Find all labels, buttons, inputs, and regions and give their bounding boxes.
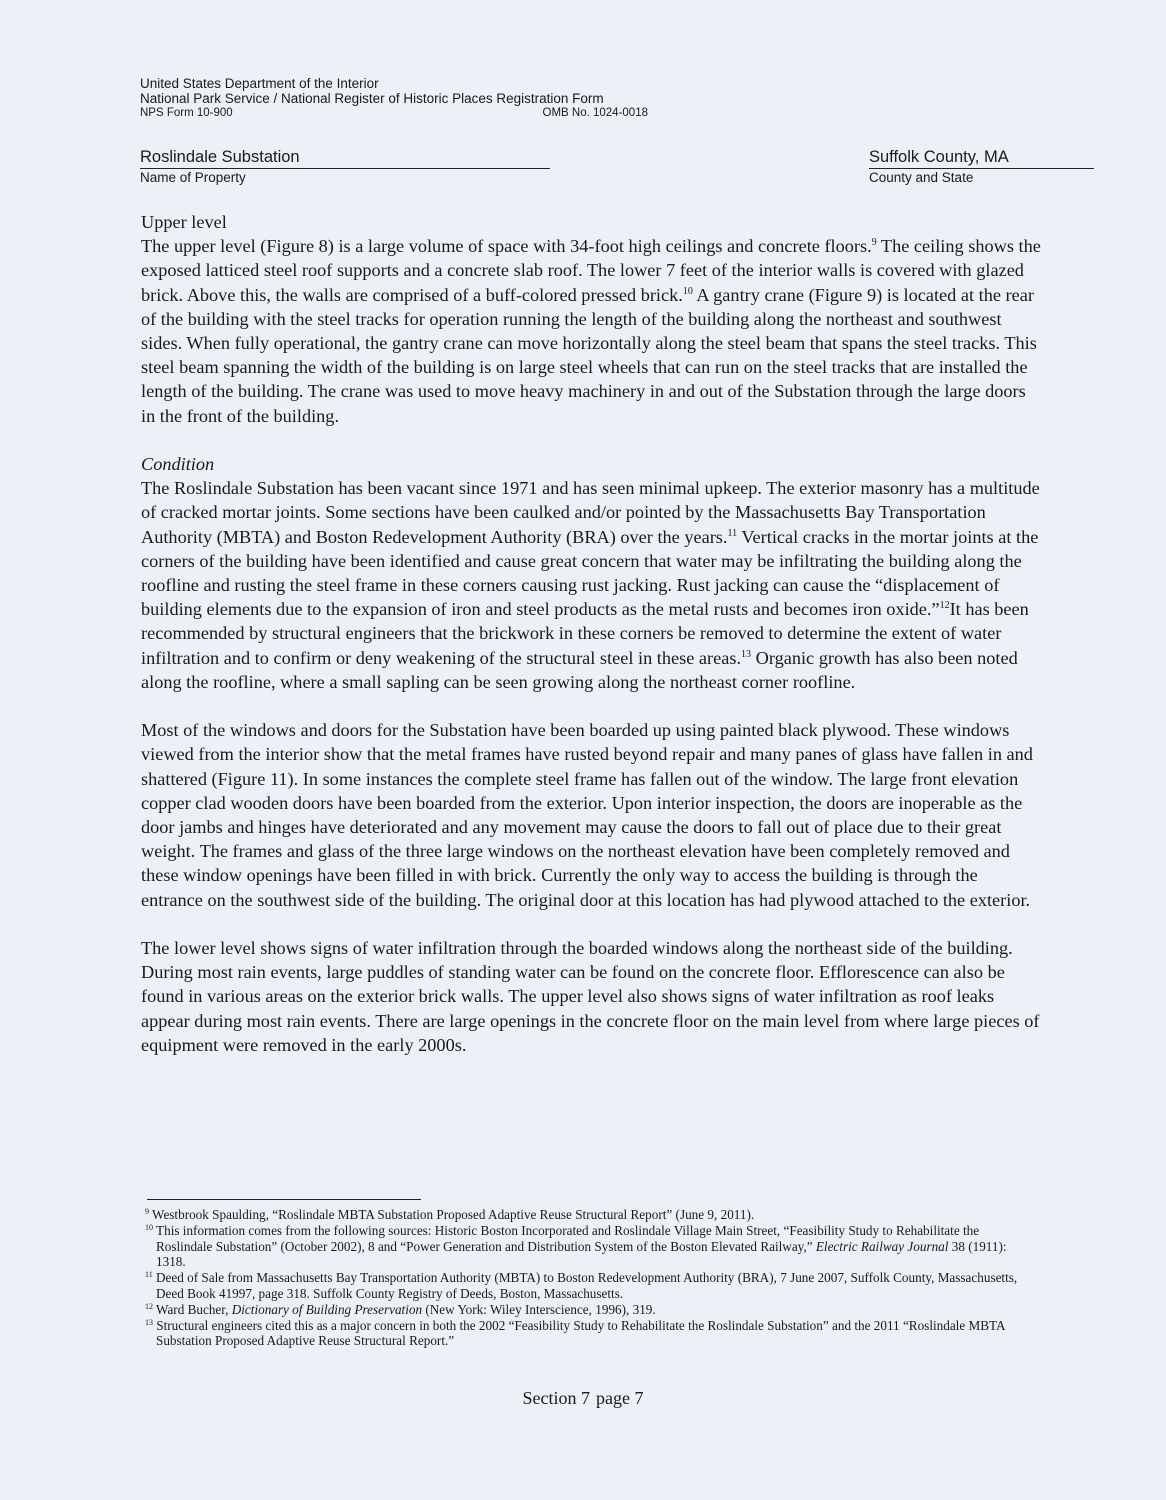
- paragraph-gap: [141, 428, 1041, 452]
- footnote-text: Westbrook Spaulding, “Roslindale MBTA Substation Proposed Adaptive Reuse Structural Report” (June 9, 2011).: [149, 1207, 755, 1222]
- county-state-field: [869, 148, 1094, 186]
- book-title: Dictionary of Building Preservation: [231, 1301, 423, 1317]
- footnote-ref: 13: [741, 648, 752, 660]
- footnote-divider: [147, 1199, 421, 1200]
- footnote-number: 10: [145, 1222, 153, 1232]
- nps-form-number: NPS Form 10-900: [140, 107, 233, 119]
- windows-doors-paragraph: Most of the windows and doors for the Substation have been boarded up using painted black plywood. These windows viewed from the interior show that the metal frames have rusted beyond repair and many panes of glass have fallen in and shattered (Figure 11). In some instances the complete steel frame has fallen out of the window. The large front elevation copper clad wooden doors have been boarded from the exterior. Upon interior inspection, the doors are inoperable as the door jambs and hinges have deteriorated and any movement may cause the doors to fall out of place due to their great weight. The frames and glass of the three large windows on the northeast elevation have been completely removed and these window openings have been filled in with brick. Currently the only way to access the building is through the entrance on the southwest side of the building. The original door at this location has had plywood attached to the exterior.: [141, 720, 1033, 910]
- upper-level-heading: Upper level: [141, 212, 227, 232]
- footnote-ref: 12: [939, 600, 950, 612]
- text-run: A gantry crane (Figure 9) is located at the rear of the building with the steel tracks for operation running the length of the building along the northeast and southwest sides. When fully operational, the gantry crane can move horizontally along the steel beam that spans the steel tracks. This steel beam spanning the width of the building is on large steel wheels that can run on the steel tracks that are installed the length of the building. The crane was used to move heavy machinery in and out of the Substation through the large doors in the front of the building.: [141, 284, 1037, 426]
- footnote-text: 38 (1911): 1318.: [156, 1238, 1007, 1270]
- property-name-label: Name of Property: [140, 170, 246, 185]
- footnote-text: Ward Bucher,: [153, 1301, 232, 1317]
- form-header: [140, 76, 700, 121]
- footnote-12: [145, 1302, 1025, 1318]
- text-run: Organic growth has also been noted along the roofline, where a small sapling can be seen growing along the northeast corner roofline.: [141, 647, 1018, 692]
- footnote-number: 9: [145, 1207, 149, 1216]
- section-number: Section 7: [522, 1388, 590, 1408]
- journal-title: Electric Railway Journal: [815, 1238, 949, 1254]
- footnote-text: This information comes from the following sources: Historic Boston Incorporated and Roslindale Village Main Street, “Feasibility Study to Rehabilitate the Roslindale Substation” (October 2002), 8 and “Power Generation and Distribution System of the Boston Elevated Railway,”: [153, 1222, 980, 1254]
- paragraph-gap: [141, 912, 1041, 936]
- page-number: page 7: [596, 1388, 644, 1408]
- page-footer: [0, 1388, 1166, 1409]
- footnote-ref: 11: [727, 527, 738, 539]
- property-name: Roslindale Substation: [140, 148, 550, 169]
- text-run: The Roslindale Substation has been vacant since 1971 and has seen minimal upkeep. The exterior masonry has a multitude of cracked mortar joints. Some sections have been caulked and/or pointed by the Massachusetts Bay Transportation Authority (MBTA) and Boston Redevelopment Authority (BRA) over the years.: [141, 478, 1040, 547]
- footnote-text: (New York: Wiley Interscience, 1996), 319.: [422, 1301, 656, 1317]
- agency-line: United States Department of the Interior: [140, 76, 379, 91]
- footnote-number: 12: [145, 1301, 153, 1311]
- footnote-number: 13: [145, 1317, 153, 1327]
- condition-heading: Condition: [141, 454, 215, 475]
- text-run: It has been recommended by structural engineers that the brickwork in these corners be removed to determine the extent of water infiltration and to confirm or deny weakening of the structural steel in these areas.: [141, 599, 1029, 668]
- footnote-text: Structural engineers cited this as a major concern in both the 2002 “Feasibility Study to Rehabilitate the Roslindale Substation” and the 2011 “Roslindale MBTA Substation Proposed Adaptive Reuse Structural Report.”: [153, 1317, 1005, 1349]
- text-run: The ceiling shows the exposed latticed steel roof supports and a concrete slab roof. The lower 7 feet of the interior walls is covered with glazed brick. Above this, the walls are comprised of a buff-colored pressed brick.: [141, 236, 1041, 305]
- omb-number: OMB No. 1024-0018: [542, 107, 648, 119]
- body-text: [141, 210, 1041, 1057]
- footnote-text: Deed of Sale from Massachusetts Bay Transportation Authority (MBTA) to Boston Redevelopment Authority (BRA), 7 June 2007, Suffolk County, Massachusetts, Deed Book 41997, page 318. Suffolk County Registry of Deeds, Boston, Massachusetts.: [152, 1270, 1018, 1301]
- text-run: Vertical cracks in the mortar joints at the corners of the building have been identified and cause great concern that water may be infiltrating the building along the roofline and rusting the steel frame in these corners causing rust jacking. Rust jacking can cause the “displacement of building elements due to the expansion of iron and steel products as the metal rusts and becomes iron oxide.”: [141, 526, 1039, 620]
- condition-paragraph: [141, 476, 1041, 694]
- footnote-ref: 9: [871, 237, 877, 249]
- paragraph-gap: [141, 694, 1041, 718]
- form-number-row: [140, 106, 648, 121]
- county-state-label: County and State: [869, 170, 974, 185]
- footnote-13: [145, 1318, 1025, 1350]
- lower-level-paragraph: The lower level shows signs of water infiltration through the boarded windows along the northeast side of the building. During most rain events, large puddles of standing water can be found on the concrete floor. Efflorescence can also be found in various areas on the exterior brick walls. The upper level also shows signs of water infiltration as roof leaks appear during most rain events. There are large openings in the concrete floor on the main level from where large pieces of equipment were removed in the early 2000s.: [141, 938, 1040, 1055]
- footnote-9: [145, 1207, 1025, 1223]
- property-name-field: [140, 148, 550, 186]
- text-run: The upper level (Figure 8) is a large volume of space with 34-foot high ceilings and concrete floors.: [141, 236, 872, 257]
- footnotes: [145, 1207, 1025, 1349]
- footnote-10: [145, 1223, 1025, 1270]
- register-line: National Park Service / National Register of Historic Places Registration Form: [140, 91, 604, 106]
- footnote-number: 11: [145, 1270, 153, 1280]
- upper-level-paragraph: [141, 234, 1041, 428]
- county-state: Suffolk County, MA: [869, 148, 1094, 169]
- footnote-ref: 10: [682, 285, 693, 297]
- footnote-11: [145, 1270, 1025, 1302]
